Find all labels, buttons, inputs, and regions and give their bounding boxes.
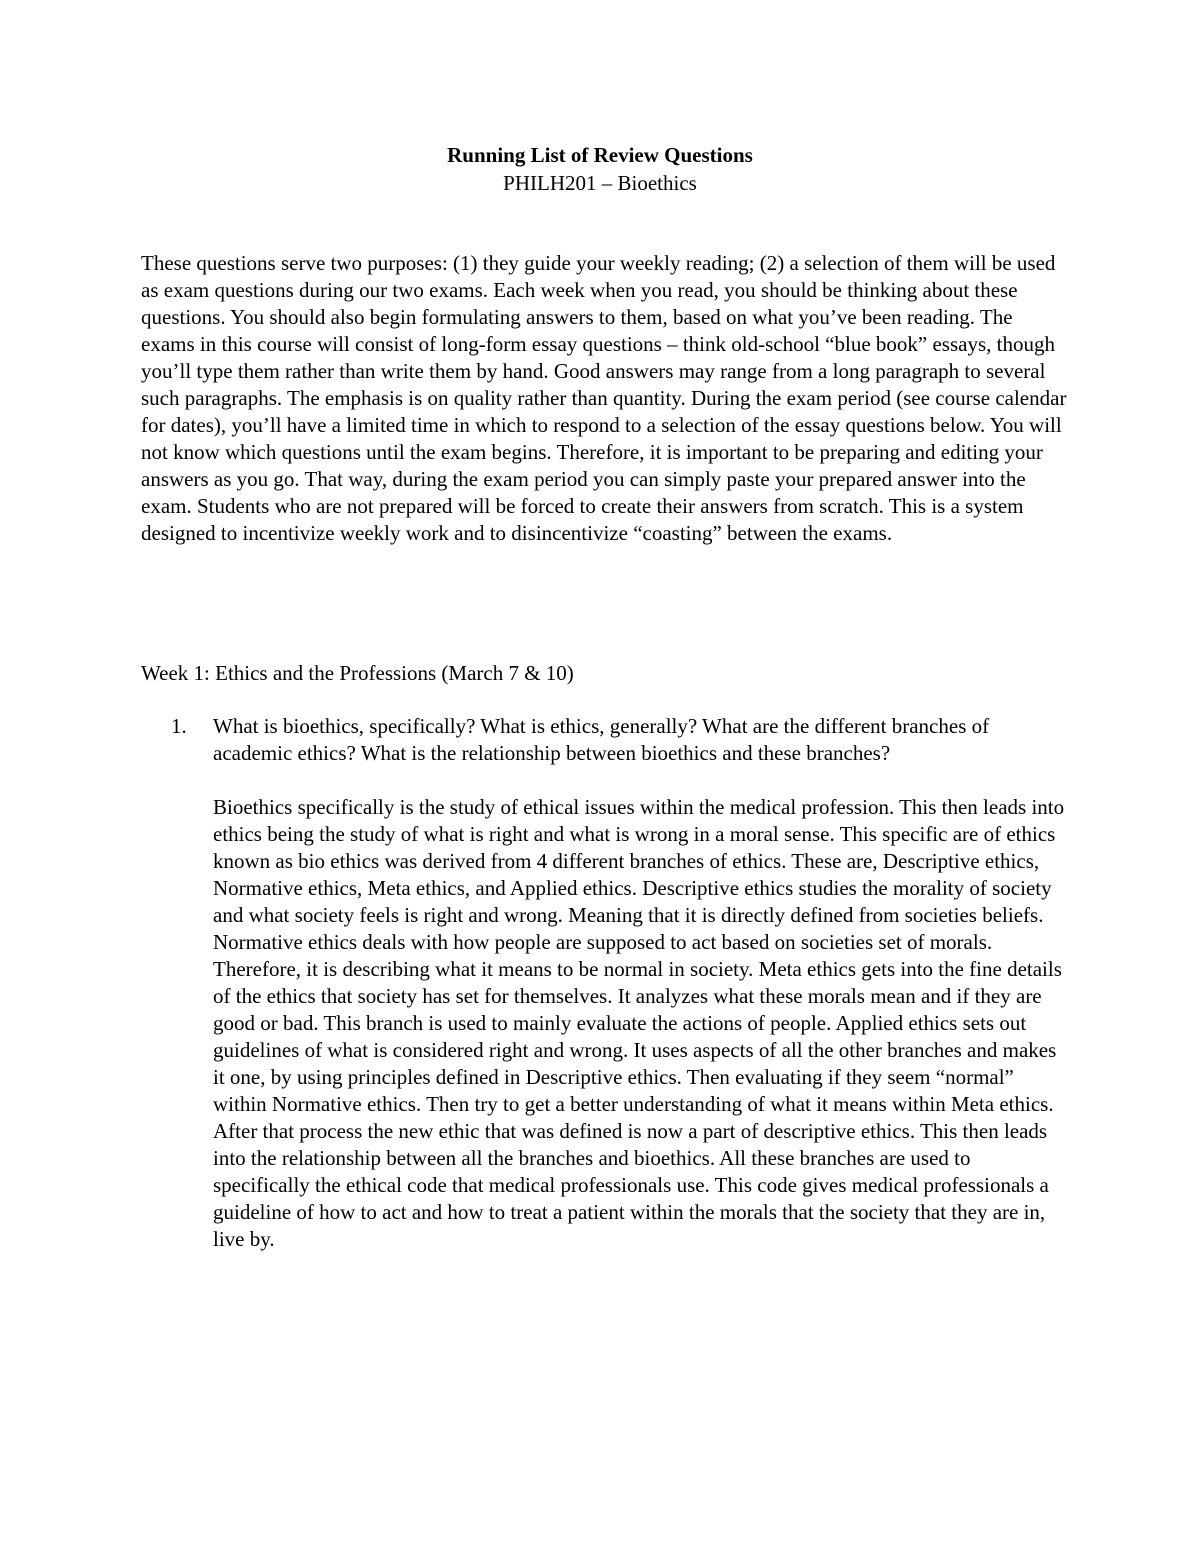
- answer-text: Bioethics specifically is the study of ethical issues within the medical profession. This then leads into ethics being the study of what is right and what is wrong in a moral sense. This specific are of ethics known as bio ethics was derived from 4 different branches of ethics. These are, Descriptive ethics, Normative ethics, Meta ethics, and Applied ethics. Descriptive ethics studies the morality of society and what society feels is right and wrong. Meaning that it is directly defined from societies beliefs. Normative ethics deals with how people are supposed to act based on societies set of morals. Therefore, it is describing what it means to be normal in society. Meta ethics gets into the fine details of the ethics that society has set for themselves. It analyzes what these morals mean and if they are good or bad. This branch is used to mainly evaluate the actions of people. Applied ethics sets out guidelines of what is considered right and wrong. It uses aspects of all the other branches and makes it one, by using principles defined in Descriptive ethics. Then evaluating if they seem “normal” within Normative ethics. Then try to get a better understanding of what it means within Meta ethics. After that process the new ethic that was defined is now a part of descriptive ethics. This then leads into the relationship between all the branches and bioethics. All these branches are used to specifically the ethical code that medical professionals use. This code gives medical professionals a guideline of how to act and how to treat a patient within the morals that the society that they are in, live by.: [213, 795, 1065, 1251]
- intro-paragraph: These questions serve two purposes: (1) they guide your weekly reading; (2) a selection of them will be used as exam questions during our two exams. Each week when you read, you should be thinking about these questions. You should also begin formulating answers to them, based on what you’ve been reading. The exams in this course will consist of long-form essay questions – think old-school “blue book” essays, though you’ll type them rather than write them by hand. Good answers may range from a long paragraph to several such paragraphs. The emphasis is on quality rather than quantity. During the exam period (see course calendar for dates), you’ll have a limited time in which to respond to a selection of the essay questions below. You will not know which questions until the exam begins. Therefore, it is important to be preparing and editing your answers as you go. That way, during the exam period you can simply paste your prepared answer into the exam. Students who are not prepared will be forced to create their answers from scratch. This is a system designed to incentivize weekly work and to disincentivize “coasting” between the exams.: [141, 251, 1067, 545]
- course-subtitle: PHILH201 – Bioethics: [503, 171, 697, 195]
- week-1-question-list: [141, 713, 1071, 1253]
- page-title: Running List of Review Questions: [447, 143, 753, 167]
- title-block: [0, 141, 1200, 197]
- question-number: 1.: [171, 714, 187, 738]
- question-text: What is bioethics, specifically? What is ethics, generally? What are the different branches of academic ethics? What is the relationship between bioethics and these branches?: [213, 714, 990, 765]
- week-1-heading: Week 1: Ethics and the Professions (March 7 & 10): [141, 661, 574, 685]
- question-item: [141, 713, 1071, 1253]
